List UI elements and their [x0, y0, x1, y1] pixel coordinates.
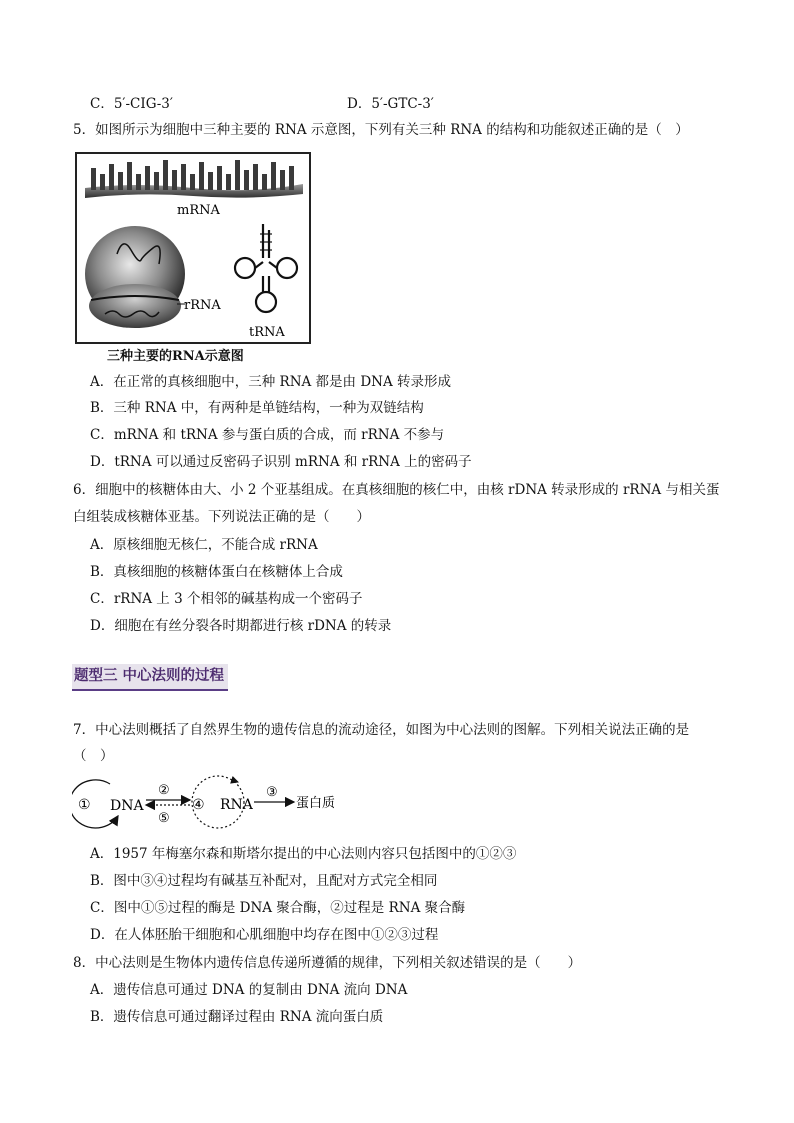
figure-caption: 三种主要的RNA示意图 [107, 349, 244, 364]
question-7-stem-line1: 7．中心法则概括了自然界生物的遗传信息的流动途径，如图为中心法则的图解。下列相关说法正确的是 [73, 722, 690, 738]
option-d-top: D．5′-GTC-3′ [347, 96, 434, 112]
q5-option-d: D．tRNA 可以通过反密码子识别 mRNA 和 rRNA 上的密码子 [90, 454, 472, 470]
option-c-top: C．5′-CIG-3′ [90, 96, 173, 112]
protein-label: 蛋白质 [296, 796, 336, 811]
q6-option-b: B．真核细胞的核糖体蛋白在核糖体上合成 [90, 564, 343, 580]
rrna-label: rRNA [184, 298, 221, 313]
question-8-stem: 8．中心法则是生物体内遗传信息传递所遵循的规律，下列相关叙述错误的是（ ） [73, 955, 582, 971]
q5-option-b: B．三种 RNA 中，有两种是单链结构，一种为双链结构 [90, 400, 424, 416]
trna-label: tRNA [249, 325, 285, 340]
q7-option-d: D．在人体胚胎干细胞和心肌细胞中均存在图中①②③过程 [90, 927, 439, 943]
trna-cloverleaf [235, 224, 297, 312]
process-3-label: ③ [266, 785, 278, 800]
q8-option-b: B．遗传信息可通过翻译过程由 RNA 流向蛋白质 [90, 1009, 384, 1025]
question-6-stem-line2: 白组装成核糖体亚基。下列说法正确的是（ ） [73, 509, 370, 525]
mrna-strand [85, 160, 303, 198]
process-2-label: ② [158, 783, 170, 798]
ribosome-illustration [85, 226, 185, 328]
rna-label: RNA [220, 797, 253, 813]
q6-option-a: A．原核细胞无核仁，不能合成 rRNA [90, 537, 318, 553]
q7-option-a: A．1957 年梅塞尔森和斯塔尔提出的中心法则内容只包括图中的①②③ [90, 846, 517, 862]
q5-option-a: A．在正常的真核细胞中，三种 RNA 都是由 DNA 转录形成 [90, 374, 452, 390]
dna-label: DNA [110, 798, 144, 814]
question-6-stem-line1: 6．细胞中的核糖体由大、小 2 个亚基组成。在真核细胞的核仁中，由核 rDNA 转录形成的 rRNA 与相关蛋 [73, 482, 720, 498]
question-7-stem-line2: （ ） [73, 748, 114, 764]
section-title: 题型三 中心法则的过程 [72, 664, 228, 691]
process-1-label: ① [78, 797, 91, 813]
process-4-label: ④ [192, 797, 205, 813]
central-dogma-diagram [72, 772, 362, 832]
q8-option-a: A．遗传信息可通过 DNA 的复制由 DNA 流向 DNA [90, 982, 408, 998]
q5-option-c: C．mRNA 和 tRNA 参与蛋白质的合成，而 rRNA 不参与 [90, 427, 445, 443]
rna-figure [75, 152, 311, 344]
central-dogma-drawing [72, 772, 362, 832]
q6-option-c: C．rRNA 上 3 个相邻的碱基构成一个密码子 [90, 591, 363, 607]
question-5-stem: 5．如图所示为细胞中三种主要的 RNA 示意图，下列有关三种 RNA 的结构和功能叙述正确的是（ ） [73, 122, 689, 138]
q7-option-b: B．图中③④过程均有碱基互补配对，且配对方式完全相同 [90, 873, 438, 889]
mrna-label: mRNA [177, 203, 220, 218]
q7-option-c: C．图中①⑤过程的酶是 DNA 聚合酶，②过程是 RNA 聚合酶 [90, 900, 466, 916]
rna-figure-drawing [77, 154, 309, 342]
q6-option-d: D．细胞在有丝分裂各时期都进行核 rDNA 的转录 [90, 618, 392, 634]
process-5-label: ⑤ [158, 811, 170, 826]
